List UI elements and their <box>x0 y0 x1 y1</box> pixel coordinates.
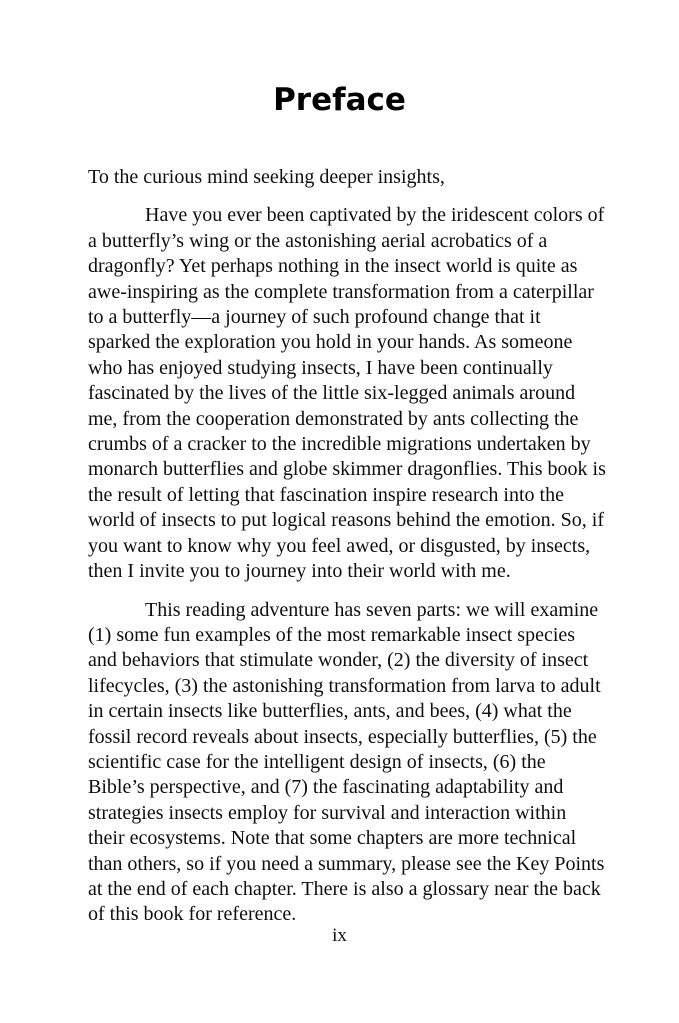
paragraph: Have you ever been captivated by the iridescent colors of a butterfly’s wing or the astonishing aerial acrobatics of a dragonfly? Yet perhaps nothing in the insect world is quite as awe-inspiring as the complete transformation from a caterpillar to a butterfly—a journey of such profound change that it sparked the exploration you hold in your hands. As someone who has enjoyed studying insects, I have been continually fascinated by the lives of the little six-legged animals around me, from the cooperation demonstrated by ants collecting the crumbs of a cracker to the incredible migrations undertaken by monarch butterflies and globe skimmer dragonflies. This book is the result of letting that fascination inspire research into the world of insects to put logical reasons behind the emotion. So, if you want to know why you feel awed, or disgusted, by insects, then I invite you to journey into their world with me. <box>88 204 606 583</box>
page-number: ix <box>332 925 347 946</box>
page-title: Preface <box>273 82 406 118</box>
salutation-line: To the curious mind seeking deeper insights, <box>88 166 445 188</box>
paragraph: This reading adventure has seven parts: we will examine (1) some fun examples of the most remarkable insect species and behaviors that stimulate wonder, (2) the diversity of insect lifecycles, (3) the astonishing transformation from larva to adult in certain insects like butterflies, ants, and bees, (4) what the fossil record reveals about insects, especially butterflies, (5) the scientific case for the intelligent design of insects, (6) the Bible’s perspective, and (7) the fascinating adaptability and strategies insects employ for survival and interaction within their ecosystems. Note that some chapters are more technical than others, so if you need a summary, please see the Key Points at the end of each chapter. There is also a glossary near the back of this book for reference. <box>88 598 605 926</box>
body-text <box>88 165 606 928</box>
